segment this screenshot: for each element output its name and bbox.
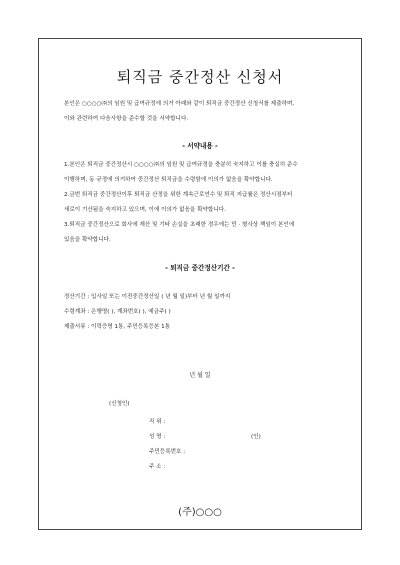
pledge-heading: - 서약내용 -	[182, 142, 218, 150]
pledge-line-1: 1.본인은 퇴직금 중간정산시 ○○○○㈜의 임원 및 급여규정을 충분히 숙지하고 이를 충실히 준수	[64, 162, 298, 168]
field-address-label: 주 소 :	[149, 464, 166, 470]
field-resident-number-label: 주민등록번호 :	[149, 449, 186, 455]
seal-mark: (인)	[251, 434, 261, 440]
document-title: 퇴직금 중간정산 신청서	[116, 68, 284, 86]
pledge-line-4: 새로이 기산됨을 숙지하고 있으며, 이에 이의가 없음을 확약합니다.	[64, 207, 226, 213]
pledge-line-6: 있음을 확약합니다.	[64, 237, 111, 243]
pledge-line-5: 3.퇴직금 중간정산으로 회사에 재산 및 기타 손실을 초래한 경우에는 민 · 형사상 책임이 본인에	[64, 222, 295, 228]
company-name: (주)○○○	[178, 507, 222, 518]
intro-line-1: 본인은 ○○○○㈜의 임원 및 급여규정에 의거 아래와 같이 퇴직금 중간정산 신청서를 제출하며,	[64, 101, 295, 107]
period-line: 정산기간 : 입사일 또는 이전중간정산일 ( 년 월 일)부터 년 월 일까지	[64, 294, 231, 300]
period-heading: - 퇴직금 중간정산기간 -	[165, 264, 235, 272]
documents-line: 제출서류 : 이력증명 1통, 주민등록등본 1통	[64, 324, 171, 330]
pledge-line-3: 2.금번 퇴직금 중간정산이후 퇴직금 산정을 위한 계속근로연수 및 퇴직 지급률은 정산시점부터	[64, 192, 293, 198]
applicant-label: (신청인)	[109, 401, 130, 407]
date-line: 년 월 일	[189, 372, 211, 379]
field-position-label: 직 위 :	[149, 419, 166, 425]
document-frame	[38, 38, 362, 530]
intro-line-2: 이와 관련하여 다음사항을 준수할 것을 서약합니다.	[64, 116, 189, 122]
account-line: 수령계좌 : 은행명( ), 계좌번호( ), 예금주( )	[64, 309, 171, 315]
pledge-line-2: 이행하며, 동 규정에 의거하여 중간정산 퇴직금을 수령함에 이의가 없음을 확약합니다.	[64, 177, 273, 183]
field-name-label: 성 명 :	[149, 434, 166, 440]
